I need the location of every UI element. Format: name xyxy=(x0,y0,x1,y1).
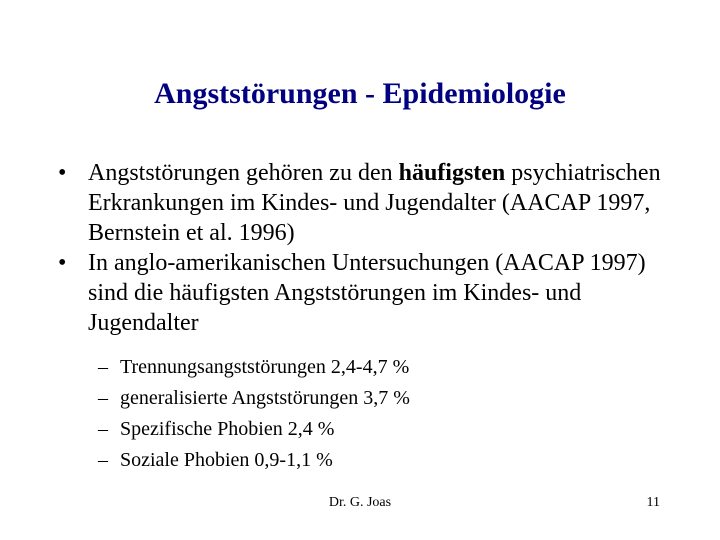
bullet-text: In anglo-amerikanischen Untersuchungen (AACAP 1997) sind die häufigsten Angststörungen im Kindes- und Jugendalter xyxy=(88,250,646,336)
bullet-emphasis: häufigsten xyxy=(398,160,506,186)
sub-bullet-text: Trennungsangststörungen 2,4-4,7 % xyxy=(120,356,410,378)
bullet-list xyxy=(58,158,688,338)
dash-marker: – xyxy=(98,387,108,409)
bullet-item xyxy=(58,158,688,248)
bullet-item xyxy=(58,248,688,338)
sub-bullet-list xyxy=(98,352,658,476)
sub-bullet-item xyxy=(98,383,658,414)
page-number: 11 xyxy=(646,495,660,510)
sub-bullet-text: generalisierte Angststörungen 3,7 % xyxy=(120,387,410,409)
bullet-text: psychiatrischen Erkrankungen im Kindes- und Jugendalter (AACAP 1997, Bernstein et al. 1996) xyxy=(88,160,661,246)
sub-bullet-item xyxy=(98,414,658,445)
sub-bullet-text: Spezifische Phobien 2,4 % xyxy=(120,418,335,440)
bullet-dot: • xyxy=(58,250,67,276)
sub-bullet-item xyxy=(98,445,658,476)
dash-marker: – xyxy=(98,418,108,440)
footer-author: Dr. G. Joas xyxy=(328,495,392,510)
sub-bullet-text: Soziale Phobien 0,9-1,1 % xyxy=(120,449,333,471)
bullet-dot: • xyxy=(58,160,67,186)
slide-title: Angststörungen - Epidemiologie xyxy=(154,77,566,110)
sub-bullet-item xyxy=(98,352,658,383)
bullet-text: Angststörungen gehören zu den xyxy=(88,160,399,186)
dash-marker: – xyxy=(98,449,108,471)
dash-marker: – xyxy=(98,356,108,378)
